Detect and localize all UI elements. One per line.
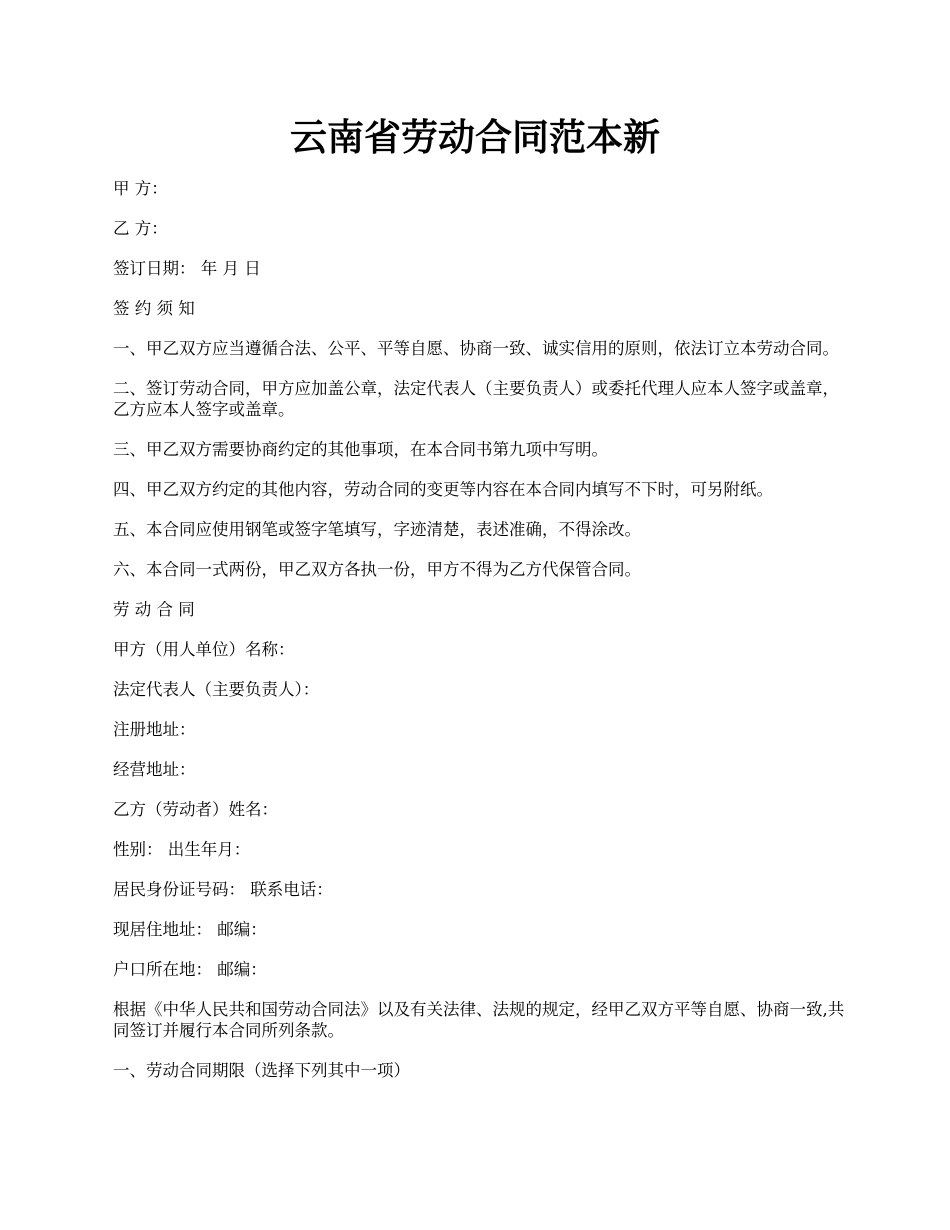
employee-name-line: 乙方（劳动者）姓名：	[113, 800, 278, 819]
party-a-line: 甲 方：	[113, 179, 168, 198]
signing-date-line: 签订日期： 年 月 日	[113, 259, 261, 278]
notice-item-3: 三、甲乙双方需要协商约定的其他事项，在本合同书第九项中写明。	[113, 440, 608, 459]
registered-address-line: 注册地址：	[113, 720, 196, 739]
signing-notice-heading: 签 约 须 知	[113, 299, 195, 318]
notice-item-6: 六、本合同一式两份，甲乙双方各执一份，甲方不得为乙方代保管合同。	[113, 560, 641, 579]
business-address-line: 经营地址：	[113, 760, 196, 779]
gender-birth-line: 性别： 出生年月：	[113, 840, 251, 859]
current-address-line: 现居住地址： 邮编：	[113, 920, 267, 939]
notice-item-5: 五、本合同应使用钢笔或签字笔填写，字迹清楚，表述准确，不得涂改。	[113, 520, 641, 539]
party-b-line: 乙 方：	[113, 219, 168, 238]
household-registration-line: 户口所在地： 邮编：	[113, 960, 267, 979]
legal-basis-paragraph: 根据《中华人民共和国劳动合同法》以及有关法律、法规的规定，经甲乙双方平等自愿、协商一致,共同签订并履行本合同所列条款。	[113, 1000, 845, 1040]
notice-item-1: 一、甲乙双方应当遵循合法、公平、平等自愿、协商一致、诚实信用的原则，依法订立本劳动合同。	[113, 339, 839, 358]
contract-term-heading: 一、劳动合同期限（选择下列其中一项）	[113, 1061, 410, 1080]
employer-name-line: 甲方（用人单位）名称：	[113, 640, 295, 659]
notice-item-4: 四、甲乙双方约定的其他内容，劳动合同的变更等内容在本合同内填写不下时，可另附纸。	[113, 480, 773, 499]
document-body	[113, 178, 853, 1100]
id-phone-line: 居民身份证号码： 联系电话：	[113, 880, 333, 899]
legal-representative-line: 法定代表人（主要负责人）：	[113, 680, 320, 699]
contract-heading: 劳 动 合 同	[113, 600, 195, 619]
document-title: 云南省劳动合同范本新	[290, 115, 660, 159]
notice-item-2: 二、签订劳动合同，甲方应加盖公章，法定代表人（主要负责人）或委托代理人应本人签字或盖章，乙方应本人签字或盖章。	[113, 379, 839, 419]
